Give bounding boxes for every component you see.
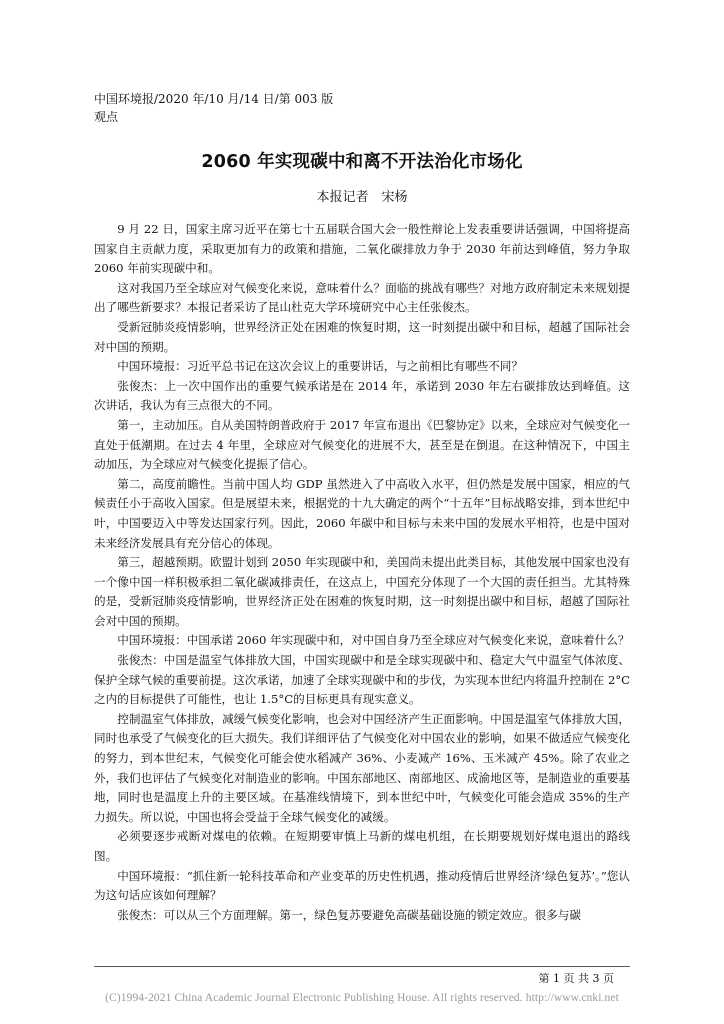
paragraph: 中国环境报：中国承诺 2060 年实现碳中和，对中国自身乃至全球应对气候变化来说，意味着什么？ bbox=[117, 633, 630, 648]
page-number: 第 1 页 共 3 页 bbox=[538, 972, 614, 985]
section-label: 观点 bbox=[94, 110, 119, 124]
byline: 本报记者 宋杨 bbox=[316, 190, 408, 205]
footer-divider bbox=[94, 966, 630, 967]
copyright-watermark: (C)1994-2021 China Academic Journal Electronic Publishing House. All rights reserved. http://www.cnki.net bbox=[105, 992, 619, 1004]
paragraph: 张俊杰：可以从三个方面理解。第一，绿色复苏要避免高碳基础设施的锁定效应。很多与碳 bbox=[117, 907, 581, 922]
paragraph: 张俊杰：中国是温室气体排放大国，中国实现碳中和是全球实现碳中和、稳定大气中温室气体浓度、保护全球气候的重要前提。这次承诺，加速了全球实现碳中和的步伐，为实现本世纪内将温升控制在 2°C之内的目标提供了可能性，也让 1.5°C的目标更具有现实意义。 bbox=[94, 653, 630, 707]
paragraph: 受新冠肺炎疫情影响，世界经济正处在困难的恢复时期，这一时刻提出碳中和目标，超越了国际社会对中国的预期。 bbox=[94, 319, 630, 354]
source-info bbox=[94, 90, 333, 126]
paragraph: 控制温室气体排放，减缓气候变化影响，也会对中国经济产生正面影响。中国是温室气体排放大国，同时也承受了气候变化的巨大损失。我们详细评估了气候变化对中国农业的影响，如果不做适应气候变化的努力，到本世纪末，气候变化可能会使水稻减产 36%、小麦减产 16%、玉米减产 45%。除了农业之外，我们也评估了气候变化对制造业的影响。中国东部地区、南部地区、成渝地区等，是制造业的重要基地，同时也是温度上升的主要区域。在基准线情境下，到本世纪中叶，气候变化可能会造成 35%的生产力损失。所以说，中国也将会受益于全球气候变化的减缓。 bbox=[94, 711, 630, 824]
paragraph: 第一，主动加压。自从美国特朗普政府于 2017 年宣布退出《巴黎协定》以来，全球应对气候变化一直处于低潮期。在过去 4 年里，全球应对气候变化的进展不大，甚至是在倒退。在这种情况下，中国主动加压，为全球应对气候变化提振了信心。 bbox=[94, 417, 630, 472]
paragraph: 张俊杰：上一次中国作出的重要气候承诺是在 2014 年，承诺到 2030 年左右碳排放达到峰值。这次讲话，我认为有三点很大的不同。 bbox=[94, 378, 630, 413]
paragraph: 中国环境报：习近平总书记在这次会议上的重要讲话，与之前相比有哪些不同？ bbox=[117, 359, 523, 374]
paragraph: 9 月 22 日，国家主席习近平在第七十五届联合国大会一般性辩论上发表重要讲话强调，中国将提高国家自主贡献力度，采取更加有力的政策和措施，二氧化碳排放力争于 2030 年前达到峰值，努力争取 2060 年前实现碳中和。 bbox=[94, 222, 630, 276]
paragraph: 中国环境报：“抓住新一轮科技革命和产业变革的历史性机遇，推动疫情后世界经济‘绿色复苏’。”您认为这句话应该如何理解？ bbox=[94, 868, 630, 903]
source-line: 中国环境报/2020 年/10 月/14 日/第 003 版 bbox=[94, 92, 334, 106]
article-body bbox=[94, 220, 630, 925]
paragraph: 第二，高度前瞻性。当前中国人均 GDP 虽然进入了中高收入水平，但仍然是发展中国家，相应的气候责任小于高收入国家。但是展望未来，根据党的十九大确定的两个“十五年”目标战略安排，到本世纪中叶，中国要迈入中等发达国家行列。因此，2060 年碳中和目标与未来中国的发展水平相符，也是中国对未来经济发展具有充分信心的体现。 bbox=[94, 476, 630, 550]
paragraph: 第三，超越预期。欧盟计划到 2050 年实现碳中和，美国尚未提出此类目标，其他发展中国家也没有一个像中国一样积极承担二氧化碳减排责任，在这点上，中国充分体现了一个大国的责任担当。尤其特殊的是，受新冠肺炎疫情影响，世界经济正处在困难的恢复时期，这一时刻提出碳中和目标，超越了国际社会对中国的预期。 bbox=[94, 555, 630, 628]
article-title: 2060 年实现碳中和离不开法治化市场化 bbox=[201, 152, 523, 172]
paragraph: 这对我国乃至全球应对气候变化来说，意味着什么？面临的挑战有哪些？对地方政府制定未来规划提出了哪些新要求？本报记者采访了昆山杜克大学环境研究中心主任张俊杰。 bbox=[94, 280, 630, 315]
paragraph: 必须要逐步戒断对煤电的依赖。在短期要审慎上马新的煤电机组，在长期要规划好煤电退出的路线图。 bbox=[94, 829, 630, 863]
